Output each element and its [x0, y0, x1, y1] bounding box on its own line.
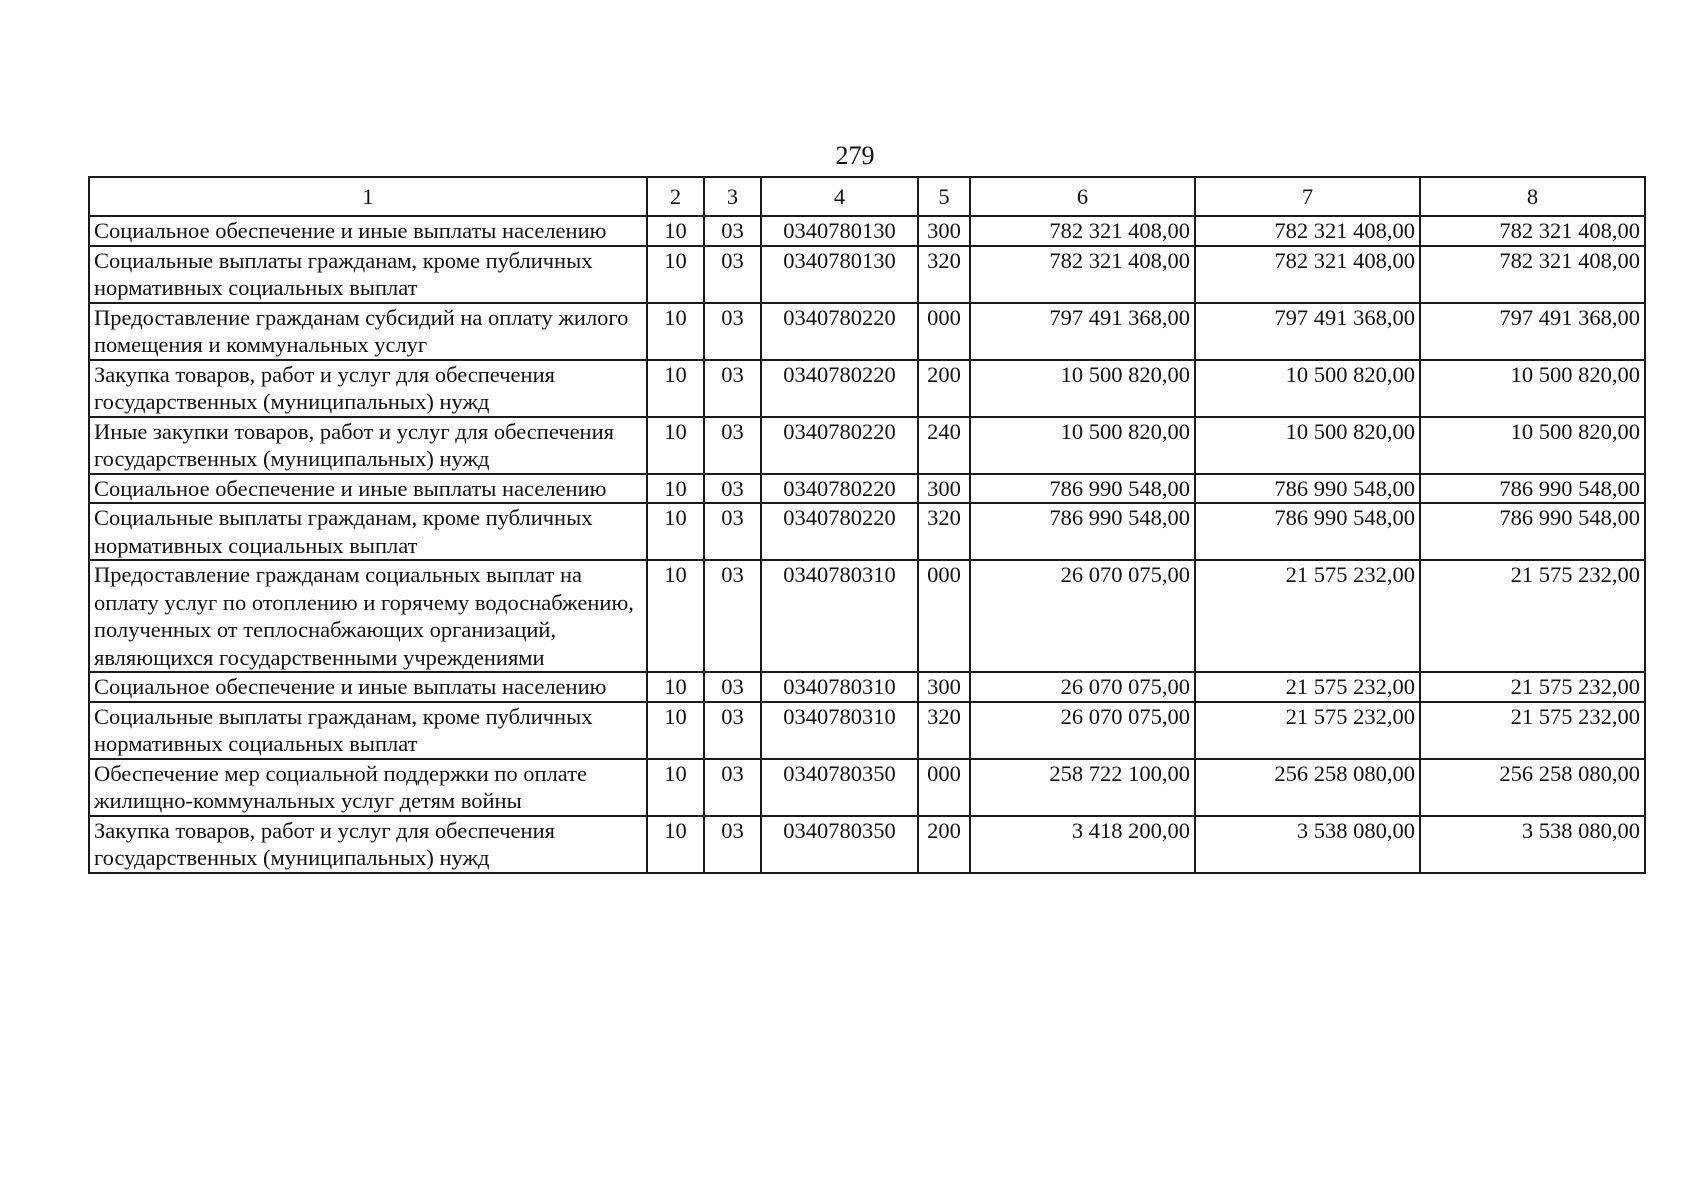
row-subsection: 03 — [704, 759, 761, 816]
row-expense-type: 200 — [918, 360, 970, 417]
row-name: Социальные выплаты гражданам, кроме публичных нормативных социальных выплат — [89, 503, 647, 560]
row-amount-col7: 797 491 368,00 — [1195, 303, 1420, 360]
row-section: 10 — [647, 303, 704, 360]
header-col-2: 2 — [647, 177, 704, 216]
row-amount-col6: 797 491 368,00 — [970, 303, 1195, 360]
row-name: Предоставление гражданам субсидий на оплату жилого помещения и коммунальных услуг — [89, 303, 647, 360]
row-expense-type: 320 — [918, 702, 970, 759]
row-amount-col8: 256 258 080,00 — [1420, 759, 1645, 816]
row-expense-type: 000 — [918, 303, 970, 360]
row-amount-col7: 786 990 548,00 — [1195, 474, 1420, 504]
row-target-article: 0340780220 — [761, 417, 918, 474]
row-subsection: 03 — [704, 303, 761, 360]
row-amount-col6: 3 418 200,00 — [970, 816, 1195, 873]
table-row — [89, 702, 1645, 759]
row-section: 10 — [647, 759, 704, 816]
row-subsection: 03 — [704, 560, 761, 672]
row-name: Закупка товаров, работ и услуг для обеспечения государственных (муниципальных) нужд — [89, 816, 647, 873]
row-expense-type: 300 — [918, 216, 970, 246]
header-col-5: 5 — [918, 177, 970, 216]
row-amount-col8: 786 990 548,00 — [1420, 503, 1645, 560]
row-expense-type: 320 — [918, 246, 970, 303]
row-target-article: 0340780220 — [761, 474, 918, 504]
table-row — [89, 360, 1645, 417]
row-amount-col8: 782 321 408,00 — [1420, 246, 1645, 303]
header-col-7: 7 — [1195, 177, 1420, 216]
row-name: Социальные выплаты гражданам, кроме публичных нормативных социальных выплат — [89, 702, 647, 759]
row-target-article: 0340780350 — [761, 816, 918, 873]
row-target-article: 0340780130 — [761, 216, 918, 246]
page-number: 279 — [835, 141, 875, 170]
row-amount-col8: 21 575 232,00 — [1420, 702, 1645, 759]
row-expense-type: 320 — [918, 503, 970, 560]
row-name: Обеспечение мер социальной поддержки по оплате жилищно-коммунальных услуг детям войны — [89, 759, 647, 816]
row-target-article: 0340780310 — [761, 702, 918, 759]
row-expense-type: 300 — [918, 474, 970, 504]
table-row — [89, 816, 1645, 873]
row-name: Иные закупки товаров, работ и услуг для обеспечения государственных (муниципальных) нужд — [89, 417, 647, 474]
row-expense-type: 000 — [918, 759, 970, 816]
row-amount-col6: 10 500 820,00 — [970, 417, 1195, 474]
table-row — [89, 672, 1645, 702]
row-amount-col7: 10 500 820,00 — [1195, 417, 1420, 474]
row-amount-col8: 797 491 368,00 — [1420, 303, 1645, 360]
row-subsection: 03 — [704, 474, 761, 504]
table-row — [89, 474, 1645, 504]
row-amount-col7: 3 538 080,00 — [1195, 816, 1420, 873]
row-amount-col7: 256 258 080,00 — [1195, 759, 1420, 816]
row-amount-col7: 21 575 232,00 — [1195, 560, 1420, 672]
row-subsection: 03 — [704, 702, 761, 759]
row-name: Социальное обеспечение и иные выплаты населению — [89, 474, 647, 504]
row-amount-col6: 786 990 548,00 — [970, 474, 1195, 504]
row-target-article: 0340780310 — [761, 672, 918, 702]
row-name: Социальное обеспечение и иные выплаты населению — [89, 672, 647, 702]
row-amount-col8: 21 575 232,00 — [1420, 672, 1645, 702]
row-target-article: 0340780130 — [761, 246, 918, 303]
row-amount-col7: 782 321 408,00 — [1195, 216, 1420, 246]
row-amount-col7: 782 321 408,00 — [1195, 246, 1420, 303]
row-target-article: 0340780220 — [761, 303, 918, 360]
row-target-article: 0340780220 — [761, 503, 918, 560]
row-amount-col8: 10 500 820,00 — [1420, 417, 1645, 474]
row-target-article: 0340780310 — [761, 560, 918, 672]
row-target-article: 0340780350 — [761, 759, 918, 816]
header-col-1: 1 — [89, 177, 647, 216]
row-amount-col7: 21 575 232,00 — [1195, 672, 1420, 702]
row-name: Социальное обеспечение и иные выплаты населению — [89, 216, 647, 246]
row-amount-col7: 786 990 548,00 — [1195, 503, 1420, 560]
row-amount-col8: 10 500 820,00 — [1420, 360, 1645, 417]
table-row — [89, 303, 1645, 360]
table-row — [89, 417, 1645, 474]
row-subsection: 03 — [704, 216, 761, 246]
row-amount-col6: 782 321 408,00 — [970, 246, 1195, 303]
header-col-6: 6 — [970, 177, 1195, 216]
row-section: 10 — [647, 702, 704, 759]
row-expense-type: 200 — [918, 816, 970, 873]
row-target-article: 0340780220 — [761, 360, 918, 417]
row-subsection: 03 — [704, 417, 761, 474]
table-header-row — [89, 177, 1645, 216]
row-subsection: 03 — [704, 503, 761, 560]
row-amount-col6: 10 500 820,00 — [970, 360, 1195, 417]
row-amount-col6: 782 321 408,00 — [970, 216, 1195, 246]
table-row — [89, 759, 1645, 816]
row-subsection: 03 — [704, 360, 761, 417]
row-amount-col8: 782 321 408,00 — [1420, 216, 1645, 246]
table-row — [89, 560, 1645, 672]
row-amount-col6: 26 070 075,00 — [970, 702, 1195, 759]
row-section: 10 — [647, 474, 704, 504]
row-name: Закупка товаров, работ и услуг для обеспечения государственных (муниципальных) нужд — [89, 360, 647, 417]
row-amount-col8: 21 575 232,00 — [1420, 560, 1645, 672]
table-row — [89, 216, 1645, 246]
row-expense-type: 300 — [918, 672, 970, 702]
row-section: 10 — [647, 816, 704, 873]
row-section: 10 — [647, 360, 704, 417]
row-section: 10 — [647, 246, 704, 303]
row-section: 10 — [647, 560, 704, 672]
row-name: Социальные выплаты гражданам, кроме публичных нормативных социальных выплат — [89, 246, 647, 303]
row-expense-type: 240 — [918, 417, 970, 474]
header-col-8: 8 — [1420, 177, 1645, 216]
row-subsection: 03 — [704, 816, 761, 873]
row-section: 10 — [647, 503, 704, 560]
row-amount-col7: 21 575 232,00 — [1195, 702, 1420, 759]
row-amount-col8: 3 538 080,00 — [1420, 816, 1645, 873]
row-subsection: 03 — [704, 246, 761, 303]
header-col-3: 3 — [704, 177, 761, 216]
row-subsection: 03 — [704, 672, 761, 702]
row-section: 10 — [647, 417, 704, 474]
budget-table — [88, 176, 1646, 874]
row-amount-col6: 26 070 075,00 — [970, 560, 1195, 672]
row-expense-type: 000 — [918, 560, 970, 672]
row-amount-col7: 10 500 820,00 — [1195, 360, 1420, 417]
table-row — [89, 246, 1645, 303]
table-row — [89, 503, 1645, 560]
row-amount-col8: 786 990 548,00 — [1420, 474, 1645, 504]
row-amount-col6: 258 722 100,00 — [970, 759, 1195, 816]
row-amount-col6: 786 990 548,00 — [970, 503, 1195, 560]
row-section: 10 — [647, 672, 704, 702]
header-col-4: 4 — [761, 177, 918, 216]
row-name: Предоставление гражданам социальных выплат на оплату услуг по отоплению и горячему водоснабжению, полученных от теплоснабжающих организаций, являющихся государственными учреждениями — [89, 560, 647, 672]
row-section: 10 — [647, 216, 704, 246]
row-amount-col6: 26 070 075,00 — [970, 672, 1195, 702]
